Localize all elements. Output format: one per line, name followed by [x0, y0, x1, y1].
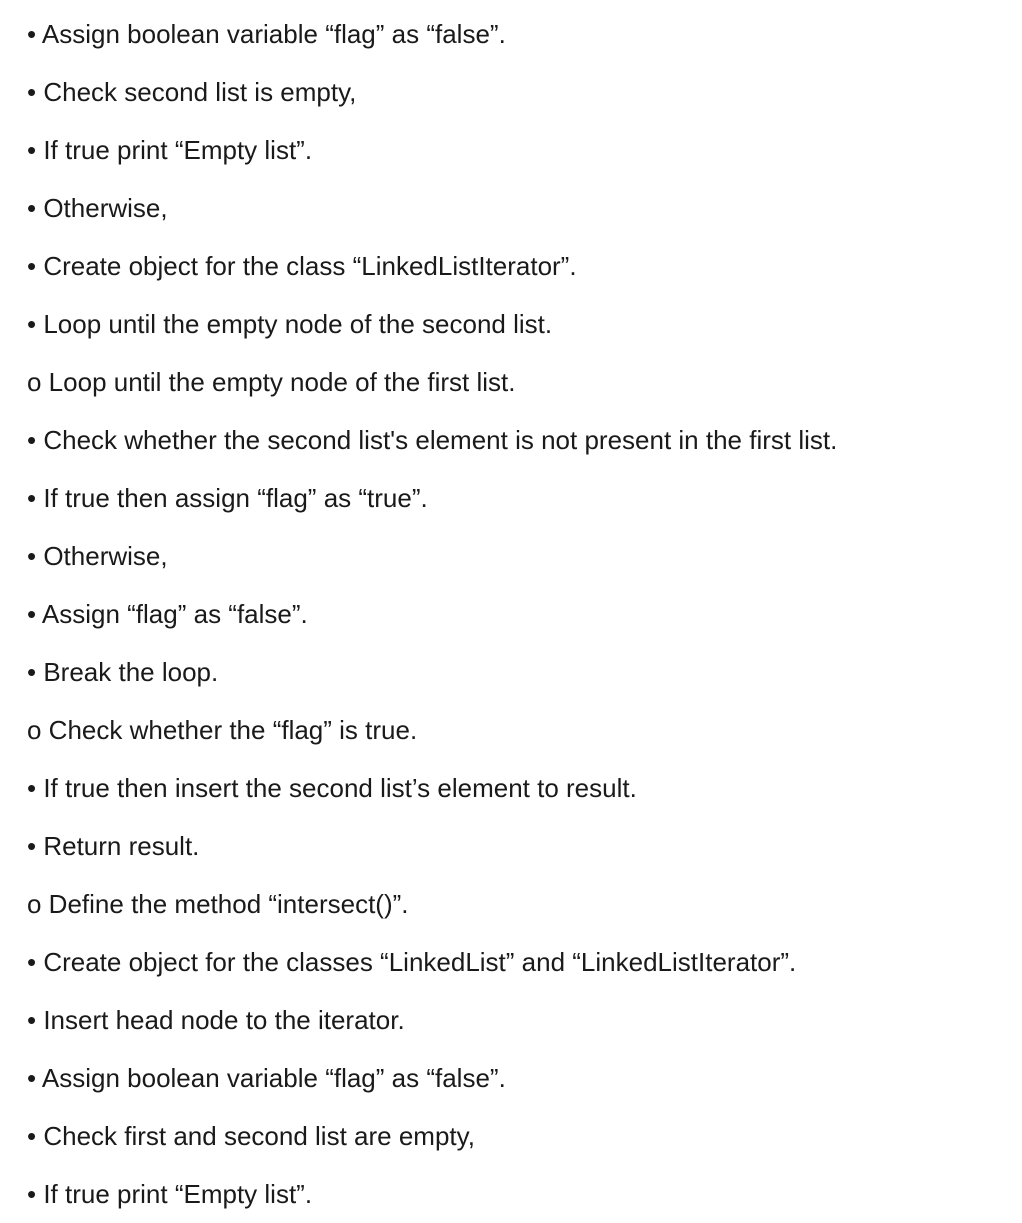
text-line: • Loop until the empty node of the second list. [27, 309, 553, 339]
text-line: • Create object for the classes “LinkedList” and “LinkedListIterator”. [27, 947, 797, 977]
text-line: • If true print “Empty list”. [27, 135, 313, 165]
text-line: o Loop until the empty node of the first list. [27, 367, 516, 397]
text-line: o Define the method “intersect()”. [27, 889, 409, 919]
text-line: • Assign boolean variable “flag” as “false”. [27, 19, 506, 49]
text-line: • Otherwise, [27, 541, 168, 571]
text-line: • Assign boolean variable “flag” as “false”. [27, 1063, 506, 1093]
text-line: • Return result. [27, 831, 200, 861]
text-line: • Insert head node to the iterator. [27, 1005, 405, 1035]
document-body [27, 0, 1017, 1223]
text-line: • Otherwise, [27, 193, 168, 223]
text-line: • Check whether the second list's element is not present in the first list. [27, 425, 838, 455]
text-line: • Check second list is empty, [27, 77, 357, 107]
text-line: • Assign “flag” as “false”. [27, 599, 308, 629]
text-line: • If true then insert the second list’s element to result. [27, 773, 637, 803]
text-line: • If true print “Empty list”. [27, 1179, 313, 1209]
text-line: o Check whether the “flag” is true. [27, 715, 418, 745]
text-line: • If true then assign “flag” as “true”. [27, 483, 428, 513]
text-line: • Create object for the class “LinkedListIterator”. [27, 251, 577, 281]
text-line: • Break the loop. [27, 657, 219, 687]
text-line: • Check first and second list are empty, [27, 1121, 475, 1151]
